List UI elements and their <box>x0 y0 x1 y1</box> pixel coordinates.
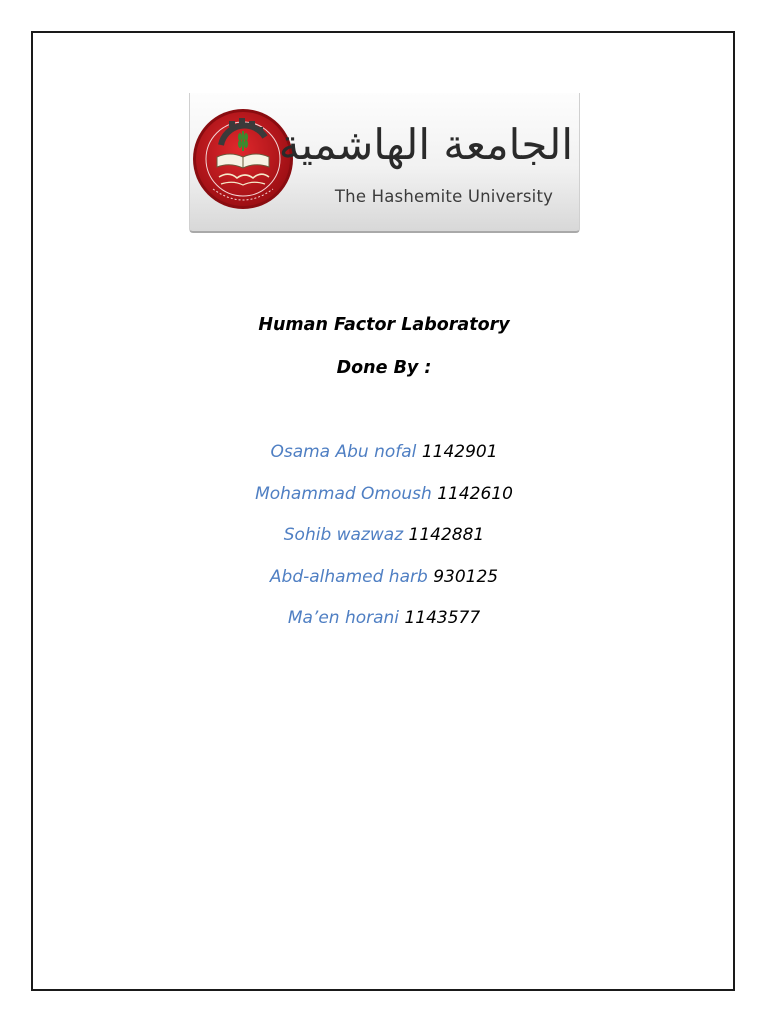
author-row <box>0 440 768 482</box>
author-row <box>0 606 768 648</box>
university-logo-banner <box>189 93 580 233</box>
author-row <box>0 482 768 524</box>
document-title: Human Factor Laboratory <box>258 315 510 335</box>
author-name: Abd-alhamed harb <box>269 566 428 587</box>
author-id: 1143577 <box>404 608 481 628</box>
author-id: 1142610 <box>437 483 513 504</box>
author-id: 1142901 <box>421 442 498 462</box>
document-subtitle: Done By : <box>336 358 432 378</box>
author-id: 930125 <box>433 566 499 587</box>
author-list <box>0 440 768 648</box>
author-name: Mohammad Omoush <box>255 483 432 504</box>
author-row <box>0 523 768 565</box>
author-name: Osama Abu nofal <box>270 442 417 462</box>
author-name: Sohib wazwaz <box>283 525 404 545</box>
author-row <box>0 565 768 607</box>
author-id: 1142881 <box>408 525 485 545</box>
logo-arabic-name: الجامعة الهاشمية <box>278 120 573 169</box>
author-name: Ma’en horani <box>287 608 400 628</box>
logo-english-name: The Hashemite University <box>334 187 554 206</box>
